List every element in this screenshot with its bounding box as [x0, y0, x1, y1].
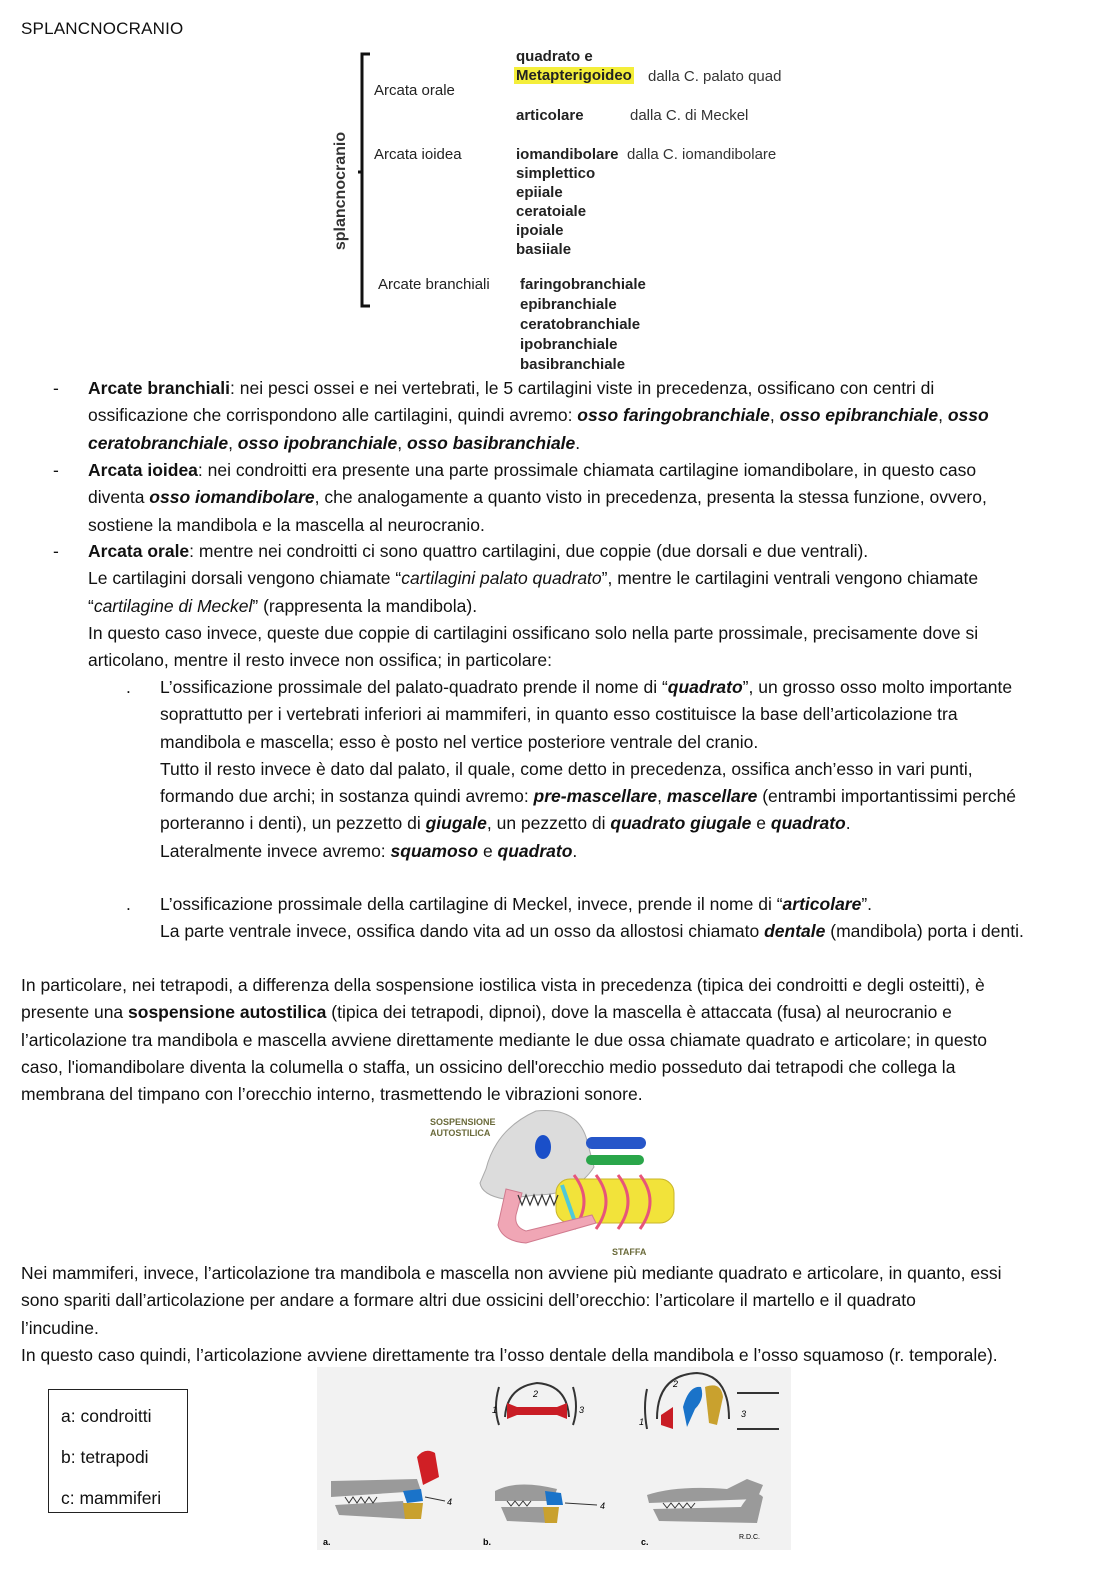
scheme-ioidea-bone: ipoiale — [516, 222, 564, 239]
bullet-arcata-orale — [88, 538, 978, 674]
scheme-arcata-orale: Arcata orale — [374, 82, 455, 99]
fig3-number: 4 — [447, 1497, 453, 1507]
scheme-branchial-bone: ipobranchiale — [520, 336, 618, 353]
paragraph-line: In questo caso quindi, l’articolazione avviene direttamente tra l’osso dentale della mandibola e l’osso squamoso (r. temporale). — [21, 1344, 998, 1365]
paragraph-line: presente una — [21, 1002, 129, 1023]
legend-item: a: condroitti — [61, 1406, 152, 1426]
legend-item: c: mammiferi — [61, 1488, 162, 1508]
paragraph-line: l’articolazione tra mandibola e mascella avviene direttamente mediante le due ossa chiamate quadrato e articolare; in questo — [21, 1029, 987, 1050]
bullet-heading: Arcata orale — [88, 541, 190, 561]
scheme-articolare: articolare — [516, 107, 584, 124]
bullet-text: “ — [88, 595, 94, 616]
bullet-text: porteranno i denti), un pezzetto di — [160, 813, 426, 834]
fig3-panel-label: a. — [323, 1537, 331, 1547]
term: osso ipobranchiale — [237, 432, 398, 453]
fig3-number: 2 — [673, 1379, 679, 1389]
scheme-arcata-ioidea: Arcata ioidea — [374, 146, 462, 163]
bullet-arcate-branchiali: Arcate branchiali: nei pesci ossei e nei vertebrati, le 5 cartilagini viste in precedenza, ossificano con centri di ossificazione che corrispondono alle cartilagini, quindi avremo: osso faringobranchiale, osso epibranchiale, osso ceratobranchiale, osso ipobranchiale, osso basibranchiale. — [88, 378, 989, 453]
term: squamoso — [390, 840, 479, 861]
scheme-branchial-bone: faringobranchiale — [520, 276, 646, 293]
bullet-text: : nei condroitti era presente una parte prossimale chiamata cartilagine iomandibolare, in questo caso — [197, 460, 977, 480]
bullet-dash: - — [53, 541, 59, 561]
bullet-text: Tutto il resto invece è dato dal palato, il quale, come detto in precedenza, ossifica anch’esso in vari punti, — [160, 758, 973, 779]
term: cartilagine di Meckel — [93, 595, 253, 616]
bullet-text: formando due archi; in sostanza quindi avremo: — [160, 786, 534, 807]
figure-label-staffa: STAFFA — [612, 1247, 647, 1257]
term: quadrato — [770, 813, 846, 834]
bullet-text: ”, un grosso osso molto importante — [742, 677, 1013, 697]
fig3-number: 1 — [639, 1417, 645, 1427]
paragraph-line: sono spariti dall’articolazione per andare a formare altri due ossicini dell’orecchio: l’articolare il martello e il quadrato — [21, 1290, 916, 1311]
paragraph-line: (tipica dei tetrapodi, dipnoi), dove la mascella è attaccata (fusa) al neurocranio e — [326, 1002, 952, 1023]
scheme-source-meckel: dalla C. di Meckel — [630, 107, 749, 124]
bullet-text: , che analogamente a quanto visto in precedenza, presenta la stessa funzione, ovvero, — [314, 487, 987, 508]
figure-sospensione-autostilica — [426, 1107, 688, 1259]
figure-jaw-comparison — [317, 1367, 791, 1550]
bullet-dash: - — [53, 378, 59, 398]
bullet-text: L’ossificazione prossimale del palato-quadrato prende il nome di “ — [160, 677, 668, 697]
scheme-ioidea-bone: epiiale — [516, 184, 563, 201]
bullet-text: ”, mentre le cartilagini ventrali vengono chiamate — [601, 568, 979, 589]
scheme-arcate-branchiali: Arcate branchiali — [378, 276, 490, 293]
scheme-ioidea-bone: basiiale — [516, 241, 572, 258]
term: quadrato — [497, 840, 573, 861]
bullet-text: L’ossificazione prossimale della cartilagine di Meckel, invece, prende il nome di “ — [160, 894, 783, 914]
fig3-label-rdc: R.D.C. — [739, 1534, 760, 1541]
fig3-number: 4 — [600, 1501, 606, 1511]
bullet-text: (mandibola) porta i denti. — [825, 921, 1024, 942]
bullet-dash: - — [53, 460, 59, 480]
page-title: SPLANCNOCRANIO — [21, 19, 184, 38]
fig3-panel-label: b. — [483, 1537, 491, 1547]
scheme-source-palato: dalla C. palato quad — [648, 68, 782, 85]
paragraph-tetrapodi — [21, 972, 1097, 1108]
scheme-iomandibolare: iomandibolare — [516, 146, 619, 163]
bullet-text: La parte ventrale invece, ossifica dando vita ad un osso da allostosi chiamato — [160, 921, 765, 942]
term: dentale — [764, 921, 826, 942]
bullet-text: diventa — [88, 487, 150, 508]
paragraph-mammiferi — [21, 1260, 1097, 1369]
term: osso — [947, 405, 989, 426]
skull-illustration — [426, 1107, 688, 1259]
legend-item: b: tetrapodi — [61, 1447, 149, 1467]
fig3-panel-label: c. — [641, 1537, 649, 1547]
paragraph-line: In particolare, nei tetrapodi, a differenza della sospensione iostilica vista in precedenza (tipica dei condroitti e degli osteitti), è — [21, 975, 985, 995]
bullet-text: Lateralmente invece avremo: — [160, 840, 391, 861]
bullet-text: ”. — [861, 894, 873, 914]
bullet-text: , un pezzetto di — [486, 813, 611, 834]
paragraph-line: l’incudine. — [21, 1317, 99, 1338]
bullet-text: e — [751, 813, 771, 834]
figure-label: SOSPENSIONE — [430, 1117, 496, 1127]
term: cartilagini palato quadrato — [401, 568, 602, 589]
fig3-number: 2 — [533, 1389, 539, 1399]
bullet-text: ossificazione che corrispondono alle cartilagini, quindi avremo: — [88, 405, 578, 426]
sub-bullet-articolare — [160, 891, 1024, 946]
fig3-number: 3 — [741, 1409, 747, 1419]
bullet-text: soprattutto per i vertebrati inferiori ai mammiferi, in quanto esso costituisce la base dell’articolazione tra — [160, 704, 958, 725]
scheme-vertical-label: splancnocranio — [332, 131, 349, 251]
scheme-metapterigoideo: Metapterigoideo — [516, 67, 632, 84]
figure-label: AUTOSTILICA — [430, 1128, 491, 1138]
paragraph-line: caso, l'iomandibolare diventa la columella o staffa, un ossicino dell'orecchio medio posseduto dai tetrapodi che collega la — [21, 1056, 956, 1077]
bullet-heading: Arcate branchiali — [88, 378, 230, 398]
term: osso epibranchiale — [779, 405, 939, 426]
scheme-branchial-bone: epibranchiale — [520, 296, 617, 313]
fig3-number: 3 — [579, 1405, 585, 1415]
splancnocranio-scheme — [318, 44, 818, 376]
scheme-branchial-bone: basibranchiale — [520, 356, 626, 373]
term: articolare — [782, 894, 862, 914]
bullet-text: mandibola e mascella; esso è posto nel vertice posteriore ventrale del cranio. — [160, 731, 759, 752]
bullet-text: In questo caso invece, queste due coppie di cartilagini ossificano solo nella parte prossimale, precisamente dove si — [88, 622, 979, 643]
term: pre-mascellare — [533, 786, 658, 807]
scheme-quadrato: quadrato e — [516, 48, 593, 65]
fig3-number: 1 — [492, 1405, 498, 1415]
sub-bullet-dot: . — [126, 677, 131, 697]
term: sospensione autostilica — [128, 1002, 327, 1023]
bullet-text: articolano, mentre il resto invece non ossifica; in particolare: — [88, 650, 552, 671]
sub-bullet-dot: . — [126, 894, 131, 914]
bullet-text: Le cartilagini dorsali vengono chiamate “ — [88, 568, 402, 589]
bullet-text: : mentre nei condroitti ci sono quattro cartilagini, due coppie (due dorsali e due ventrali). — [189, 541, 869, 561]
term: osso basibranchiale — [407, 432, 576, 453]
term: osso iomandibolare — [149, 487, 315, 508]
term: giugale — [425, 813, 487, 834]
bullet-text: ” (rappresenta la mandibola). — [252, 595, 478, 616]
scheme-source-iomandibolare: dalla C. iomandibolare — [627, 146, 777, 163]
scheme-ioidea-bone: simplettico — [516, 165, 596, 182]
term: quadrato — [667, 677, 743, 697]
term: mascellare — [666, 786, 758, 807]
term: ceratobranchiale — [88, 432, 229, 453]
bullet-text: sostiene la mandibola e la mascella al neurocranio. — [88, 514, 485, 535]
bullet-heading: Arcata ioidea — [88, 460, 198, 480]
sub-bullet-quadrato: L’ossificazione prossimale del palato-quadrato prende il nome di “quadrato”, un grosso osso molto importante soprattutto per i vertebrati inferiori ai mammiferi, in quanto esso costituisce la base dell’articolazione tra mandibola e mascella; esso è posto nel vertice posteriore ventrale del cranio. Tutto il resto invece è dato dal palato, il quale, come detto in precedenza, ossifica anch’esso in vari punti, formando due archi; in sostanza quindi avremo: pre-mascellare, mascellare (entrambi importantissimi perché porteranno i denti), un pezzetto di giugale, un pezzetto di quadrato giugale e quadrato. Lateralmente invece avremo: squamoso e quadrato. — [160, 677, 1017, 861]
paragraph-line: membrana del timpano con l’orecchio interno, trasmettendo le vibrazioni sonore. — [21, 1084, 643, 1105]
bullet-arcata-ioidea — [88, 457, 987, 539]
scheme-branchial-bone: ceratobranchiale — [520, 316, 641, 333]
legend-box — [48, 1389, 188, 1513]
bullet-text: (entrambi importantissimi perché — [757, 786, 1017, 807]
jaw-comparison-illustration — [317, 1367, 791, 1550]
scheme-ioidea-bone: ceratoiale — [516, 203, 587, 220]
paragraph-line: Nei mammiferi, invece, l’articolazione tra mandibola e mascella non avviene più mediante quadrato e articolare, in quanto, essi — [21, 1263, 1002, 1283]
bullet-text: : nei pesci ossei e nei vertebrati, le 5 cartilagini viste in precedenza, ossificano con centri di — [230, 378, 935, 398]
term: osso faringobranchiale — [577, 405, 770, 426]
term: quadrato giugale — [610, 813, 752, 834]
